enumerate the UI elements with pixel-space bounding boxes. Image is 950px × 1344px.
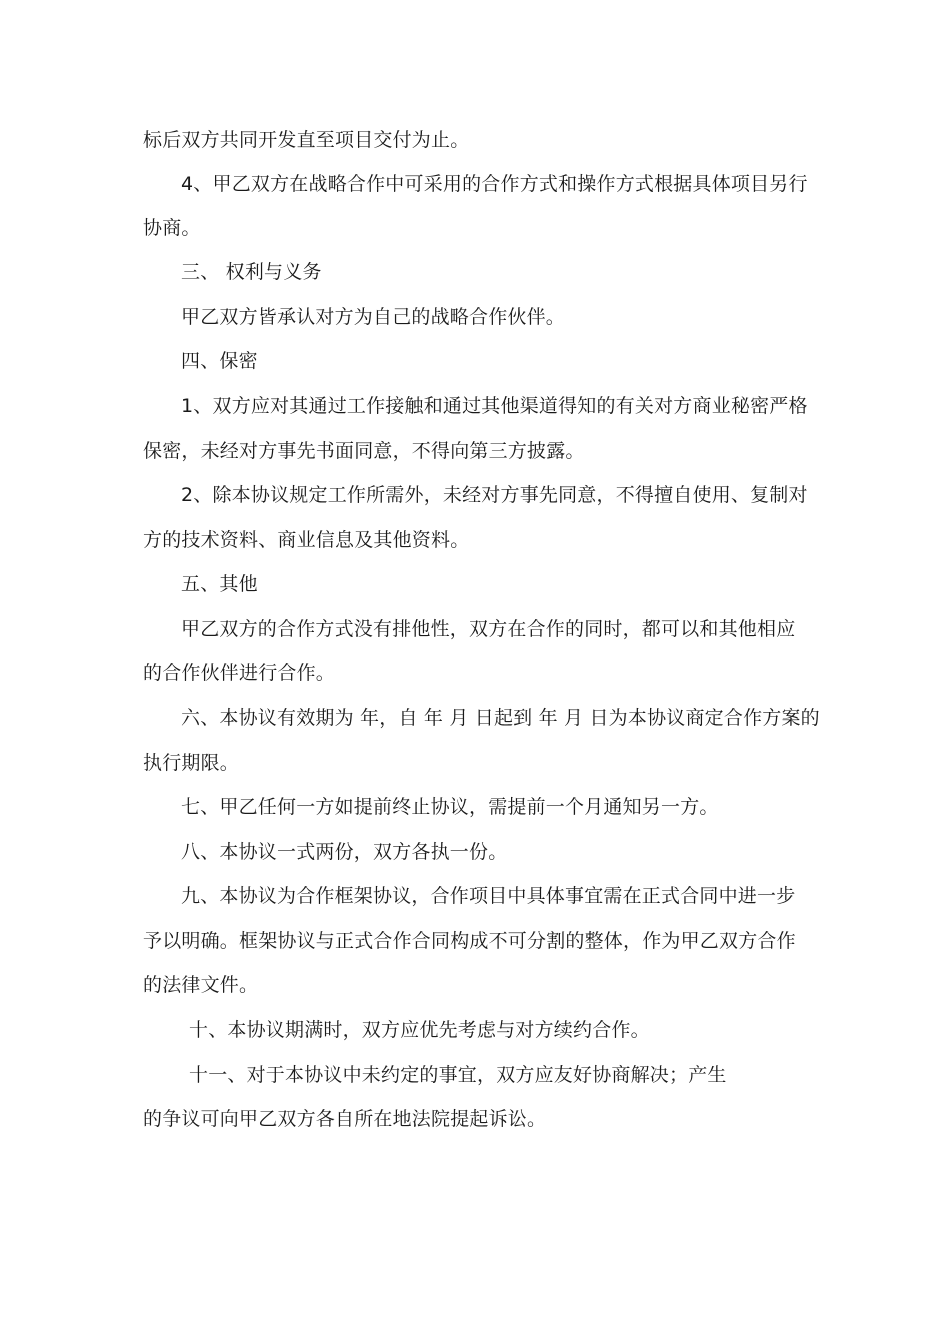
text-line: 甲乙双方的合作方式没有排他性，双方在合作的同时，都可以和其他相应	[181, 618, 796, 640]
text-line: 甲乙双方皆承认对方为自己的战略合作伙伴。	[181, 306, 566, 328]
text-line: 的法律文件。	[143, 974, 259, 996]
text-line: 1、双方应对其通过工作接触和通过其他渠道得知的有关对方商业秘密严格	[181, 395, 808, 417]
text-line: 2、除本协议规定工作所需外，未经对方事先同意，不得擅自使用、复制对	[181, 484, 808, 506]
text-line: 方的技术资料、商业信息及其他资料。	[143, 529, 470, 551]
text-line: 协商。	[143, 217, 201, 239]
text-line: 的合作伙伴进行合作。	[143, 662, 336, 684]
text-line: 的争议可向甲乙双方各自所在地法院提起诉讼。	[143, 1108, 547, 1130]
text-line: 九、本协议为合作框架协议，合作项目中具体事宜需在正式合同中进一步	[181, 885, 796, 907]
text-line: 十、本协议期满时，双方应优先考虑与对方续约合作。	[189, 1019, 650, 1041]
section-heading: 五、其他	[181, 573, 258, 595]
text-line: 标后双方共同开发直至项目交付为止。	[143, 129, 470, 151]
text-line: 4、甲乙双方在战略合作中可采用的合作方式和操作方式根据具体项目另行	[181, 173, 808, 195]
section-heading: 三、 权利与义务	[181, 261, 322, 283]
text-line: 执行期限。	[143, 752, 240, 774]
text-line: 十一、对于本协议中未约定的事宜，双方应友好协商解决；产生	[189, 1064, 727, 1086]
text-line: 八、本协议一式两份，双方各执一份。	[181, 841, 508, 863]
text-line: 保密，未经对方事先书面同意，不得向第三方披露。	[143, 440, 585, 462]
text-line: 七、甲乙任何一方如提前终止协议，需提前一个月通知另一方。	[181, 796, 719, 818]
text-line: 六、本协议有效期为 年，自 年 月 日起到 年 月 日为本协议商定合作方案的	[181, 707, 820, 729]
section-heading: 四、保密	[181, 350, 258, 372]
text-line: 予以明确。框架协议与正式合作合同构成不可分割的整体，作为甲乙双方合作	[143, 930, 796, 952]
